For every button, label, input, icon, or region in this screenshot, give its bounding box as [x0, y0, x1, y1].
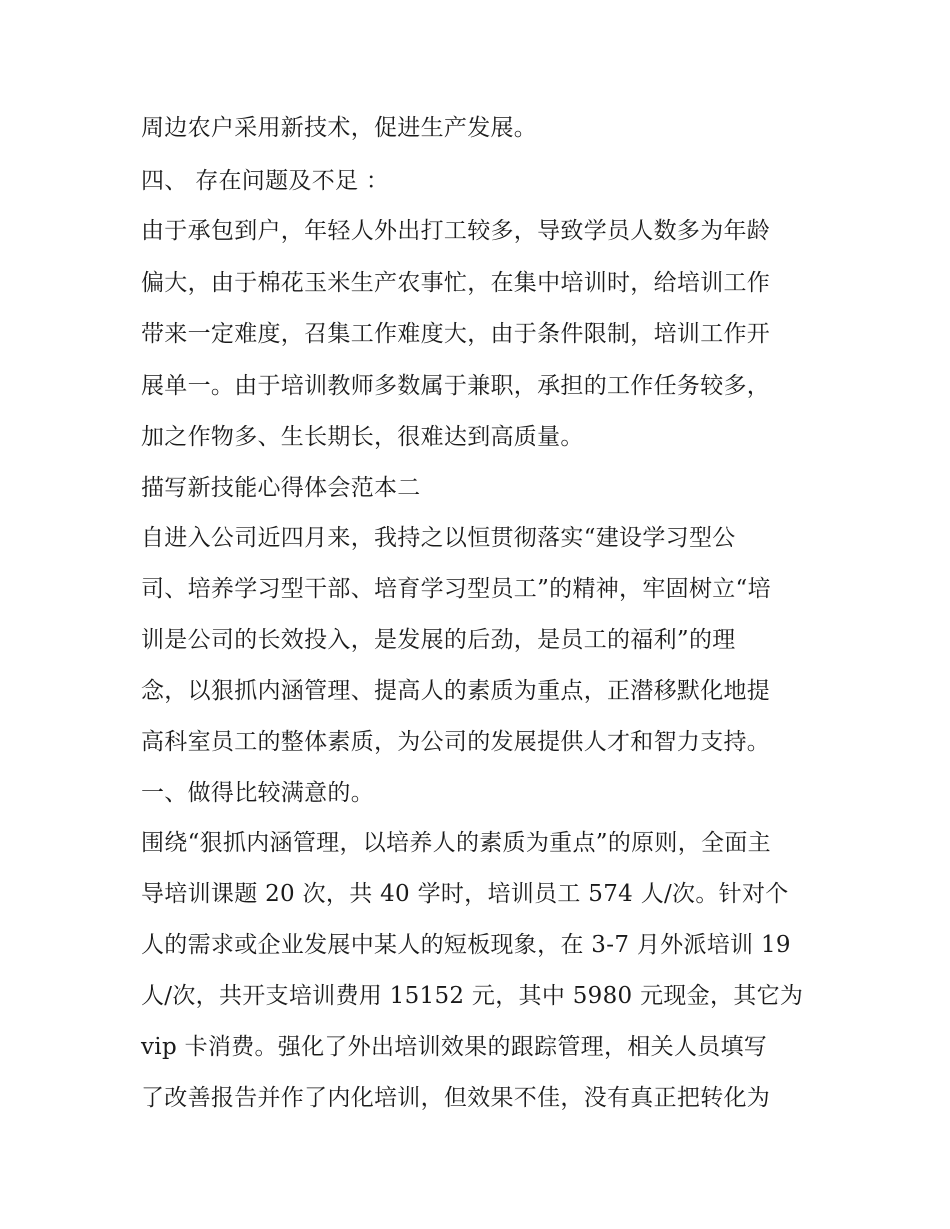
text-line: 展单一。由于培训教师多数属于兼职，承担的工作任务较多， — [141, 373, 771, 399]
text-line: 念，以狠抓内涵管理、提高人的素质为重点，正潜移默化地提 — [141, 678, 771, 704]
text-line: 导培训课题 20 次，共 40 学时，培训员工 574 人/次。针对个 — [141, 881, 789, 907]
text-line: 训是公司的长效投入，是发展的后劲，是员工的福利”的理 — [141, 627, 736, 653]
text-line: 高科室员工的整体素质，为公司的发展提供人才和智力支持。 — [141, 729, 771, 755]
document-subtitle: 描写新技能心得体会范本二 — [141, 475, 421, 501]
text-line: vip 卡消费。强化了外出培训效果的跟踪管理，相关人员填写 — [141, 1034, 768, 1060]
text-line: 偏大，由于棉花玉米生产农事忙，在集中培训时，给培训工作 — [141, 270, 771, 296]
section-heading: 四、 存在问题及不足 ： — [141, 168, 390, 194]
text-line: 司、培养学习型干部、培育学习型员工”的精神，牢固树立“培 — [141, 576, 771, 602]
text-line: 由于承包到户，年轻人外出打工较多，导致学员人数多为年龄 — [141, 218, 771, 244]
text-line: 人/次，共开支培训费用 15152 元，其中 5980 元现金，其它为 — [141, 983, 804, 1009]
text-line: 自进入公司近四月来，我持之以恒贯彻落实“建设学习型公 — [141, 525, 736, 551]
section-heading: 一、做得比较满意的。 — [141, 780, 374, 806]
text-line: 了改善报告并作了内化培训，但效果不佳，没有真正把转化为 — [141, 1085, 771, 1111]
text-line: 带来一定难度，召集工作难度大，由于条件限制，培训工作开 — [141, 321, 771, 347]
text-line: 周边农户采用新技术，促进生产发展。 — [141, 115, 538, 141]
text-line: 加之作物多、生长期长，很难达到高质量。 — [141, 424, 584, 450]
text-line: 围绕“狠抓内涵管理，以培养人的素质为重点”的原则，全面主 — [141, 830, 771, 856]
text-line: 人的需求或企业发展中某人的短板现象，在 3-7 月外派培训 19 — [141, 932, 791, 958]
